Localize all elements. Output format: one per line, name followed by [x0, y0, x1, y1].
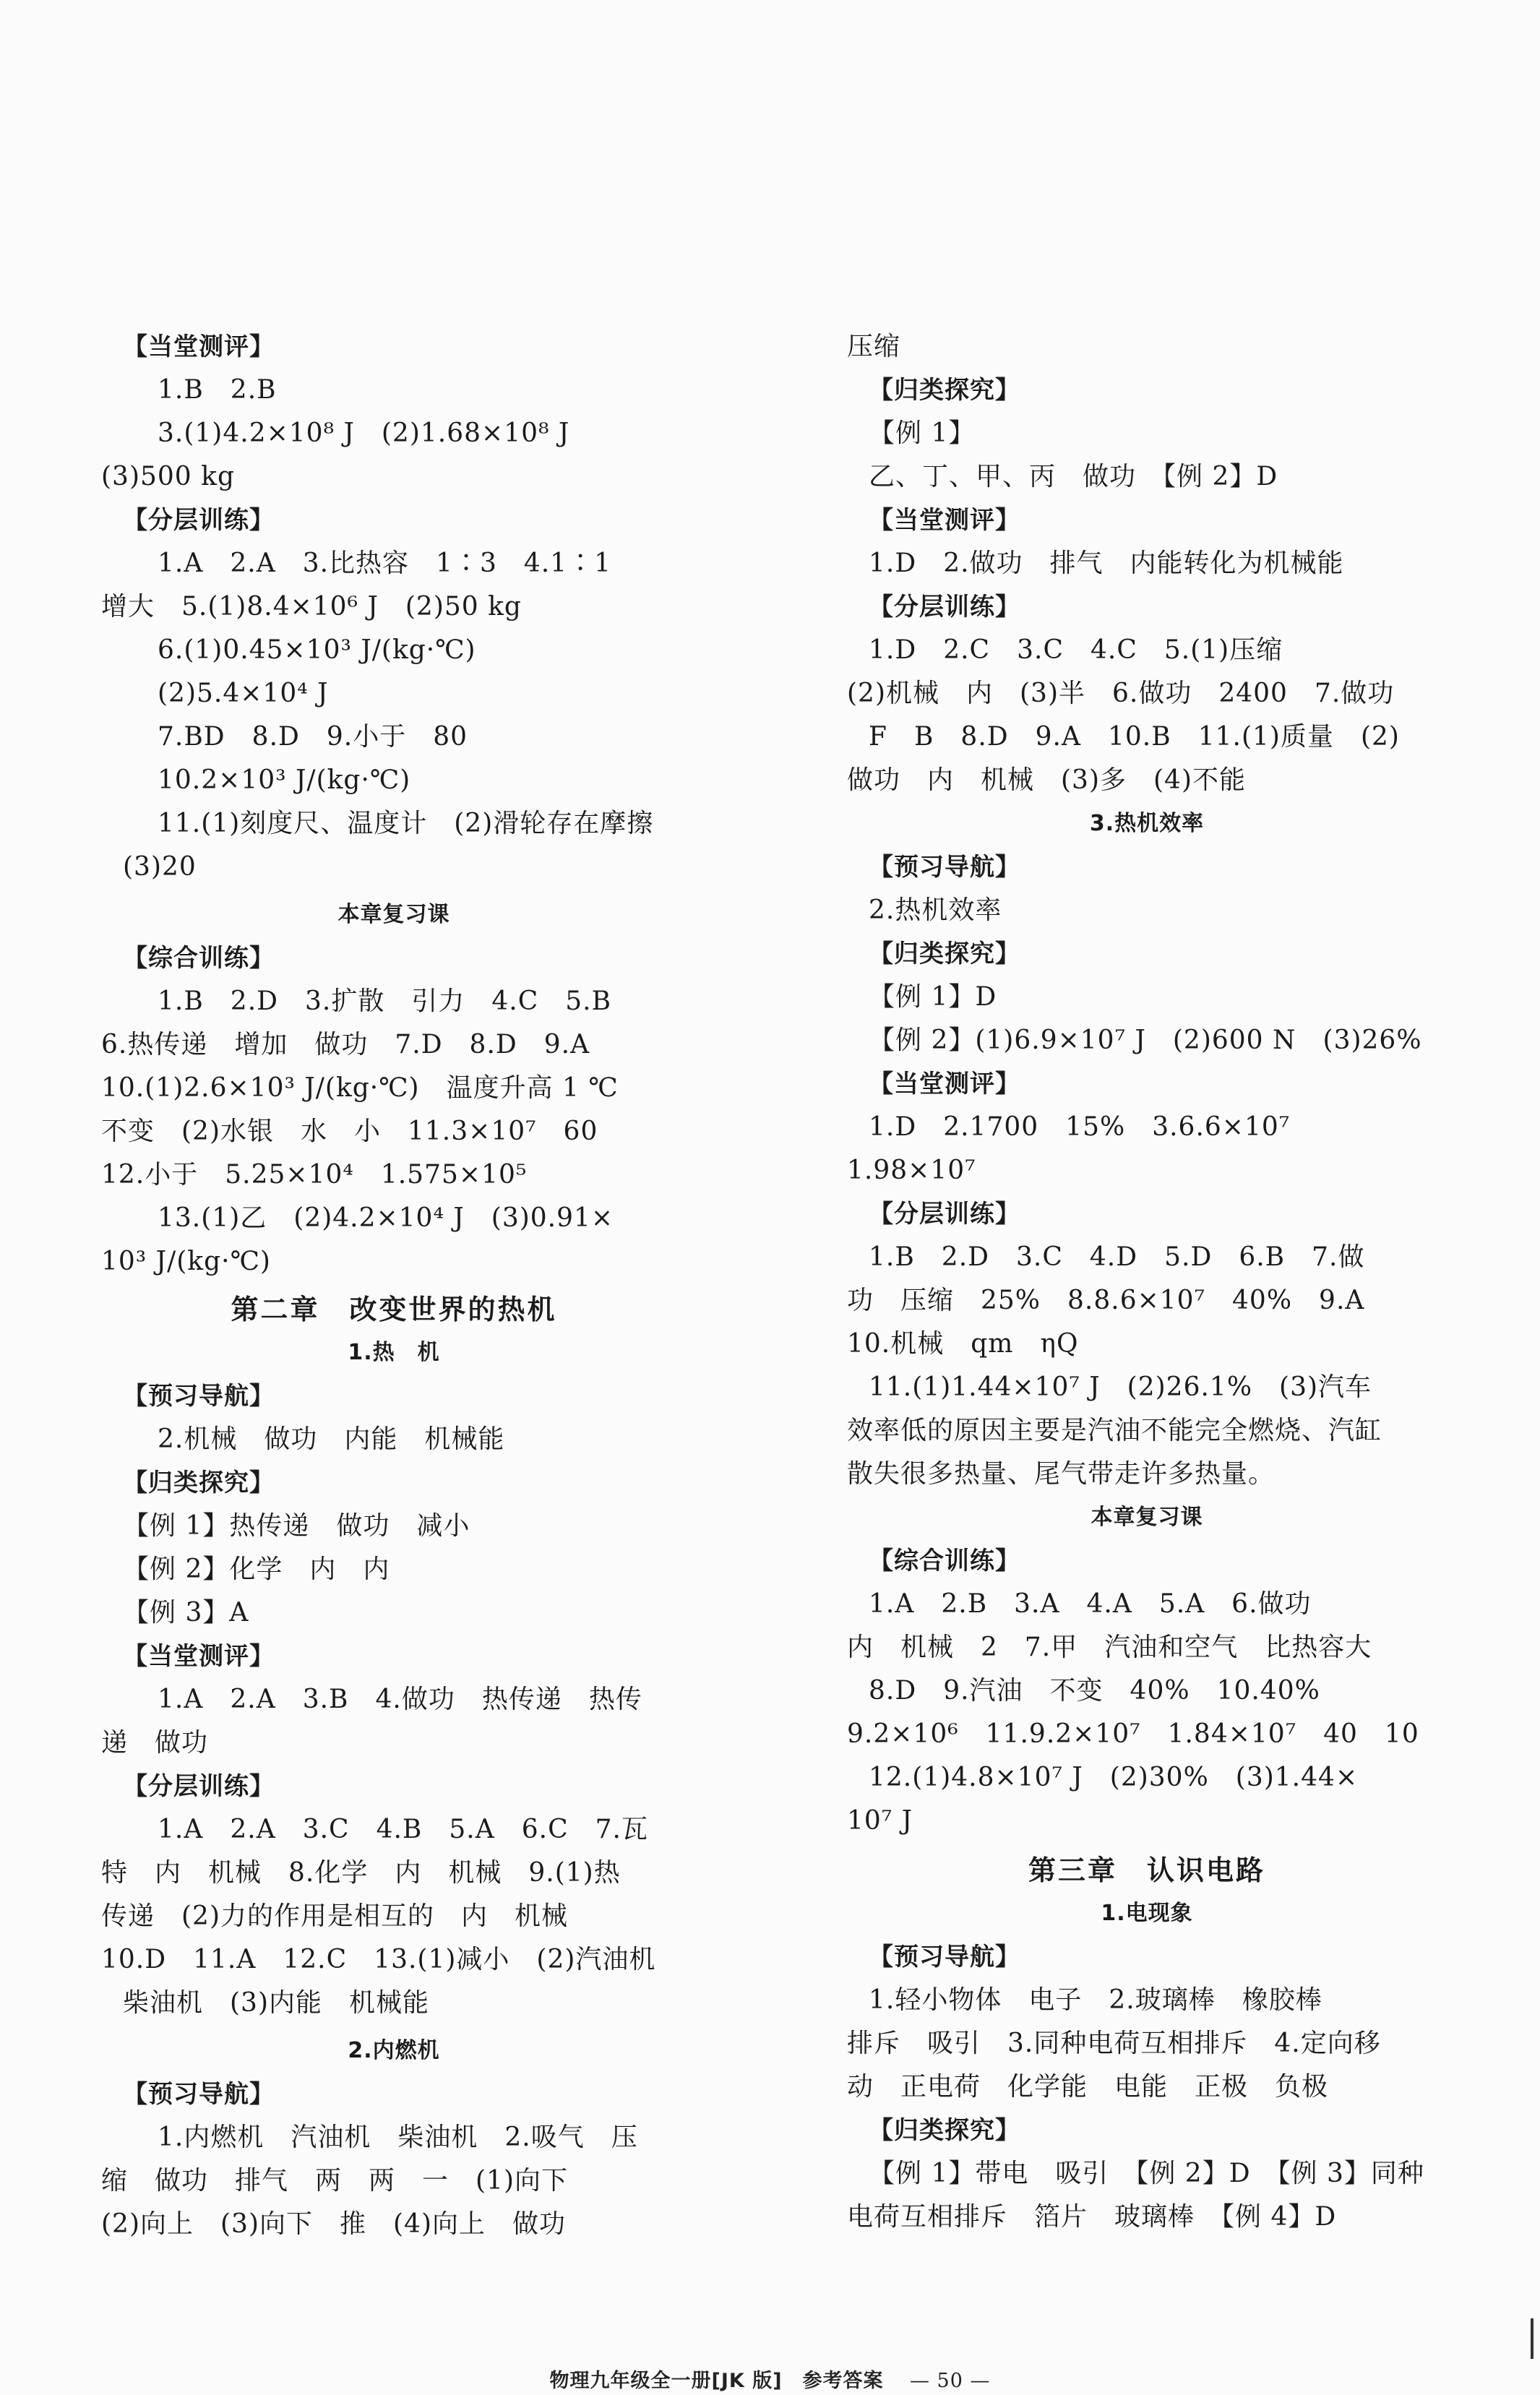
left-answer-line: 1.A 2.A 3.B 4.做功 热传递 热传 — [158, 1685, 642, 1714]
right-answer-line: 12.(1)4.8×10⁷ J (2)30% (3)1.44× — [869, 1763, 1359, 1792]
right-answer-line: 1.D 2.1700 15% 3.6.6×10⁷ — [869, 1112, 1291, 1142]
left-answer-line: 12.小于 5.25×10⁴ 1.575×10⁵ — [101, 1160, 528, 1190]
left-answer-line: 10³ J/(kg·℃) — [101, 1247, 271, 1276]
right-section-heading: 【归类探究】 — [869, 376, 1020, 405]
right-answer-line: 10⁷ J — [847, 1806, 913, 1836]
left-answer-line: 【例 3】A — [123, 1598, 249, 1628]
right-section-heading: 【当堂测评】 — [869, 506, 1020, 535]
right-answer-line: 11.(1)1.44×10⁷ J (2)26.1% (3)汽车 — [869, 1372, 1372, 1402]
left-answer-line: 增大 5.(1)8.4×10⁶ J (2)50 kg — [101, 592, 522, 622]
right-answer-line: 【例 1】带电 吸引 【例 2】D 【例 3】同种 — [869, 2159, 1424, 2188]
right-section-heading: 【归类探究】 — [869, 939, 1020, 968]
left-section-title: 本章复习课 — [337, 902, 450, 927]
right-answer-line: F B 8.D 9.A 10.B 11.(1)质量 (2) — [869, 722, 1400, 752]
right-section-title: 本章复习课 — [1091, 1505, 1203, 1530]
right-section-title: 3.热机效率 — [1089, 811, 1205, 836]
left-answer-line: 缩 做功 排气 两 两 一 (1)向下 — [101, 2166, 568, 2196]
right-answer-line: 1.D 2.做功 排气 内能转化为机械能 — [869, 549, 1344, 578]
left-section-heading: 【分层训练】 — [123, 506, 275, 535]
left-answer-line: (2)5.4×10⁴ J — [158, 679, 329, 708]
right-answer-line: 排斥 吸引 3.同种电荷互相排斥 4.定向移 — [847, 2029, 1381, 2058]
left-answer-line: 柴油机 (3)内能 机械能 — [123, 1988, 429, 2018]
right-answer-line: 1.98×10⁷ — [847, 1156, 976, 1185]
right-answer-line: 动 正电荷 化学能 电能 正极 负极 — [847, 2072, 1329, 2102]
left-answer-line: 6.(1)0.45×10³ J/(kg·℃) — [158, 635, 476, 665]
left-answer-line: 13.(1)乙 (2)4.2×10⁴ J (3)0.91× — [158, 1203, 614, 1233]
right-answer-line: 效率低的原因主要是汽油不能完全燃烧、汽缸 — [847, 1416, 1382, 1445]
page-edge-mark — [1531, 2318, 1533, 2359]
right-answer-line: 【例 2】(1)6.9×10⁷ J (2)600 N (3)26% — [869, 1025, 1422, 1055]
left-answer-line: 6.热传递 增加 做功 7.D 8.D 9.A — [101, 1030, 590, 1059]
right-answer-line: 压缩 — [847, 332, 901, 361]
right-answer-line: 【例 1】D — [869, 982, 997, 1012]
left-answer-line: 特 内 机械 8.化学 内 机械 9.(1)热 — [101, 1858, 621, 1888]
right-answer-line: 散失很多热量、尾气带走许多热量。 — [847, 1459, 1276, 1489]
right-answer-line: 8.D 9.汽油 不变 40% 10.40% — [869, 1676, 1320, 1706]
right-answer-line: 1.轻小物体 电子 2.玻璃棒 橡胶棒 — [869, 1985, 1322, 2015]
right-section-heading: 【预习导航】 — [869, 1943, 1020, 1972]
left-answer-line: 11.(1)刻度尺、温度计 (2)滑轮存在摩擦 — [158, 809, 654, 838]
right-section-heading: 【预习导航】 — [869, 853, 1020, 882]
right-answer-line: 【例 1】 — [869, 418, 976, 448]
left-section-heading: 【归类探究】 — [123, 1469, 275, 1497]
left-section-heading: 【当堂测评】 — [123, 1642, 275, 1671]
right-section-heading: 【分层训练】 — [869, 593, 1020, 622]
left-answer-line: 1.B 2.B — [158, 375, 277, 405]
left-answer-line: 【例 2】化学 内 内 — [123, 1555, 390, 1584]
right-answer-line: 电荷互相排斥 箔片 玻璃棒 【例 4】D — [847, 2202, 1337, 2232]
left-answer-line: 传递 (2)力的作用是相互的 内 机械 — [101, 1901, 568, 1931]
left-answer-line: (2)向上 (3)向下 推 (4)向上 做功 — [101, 2209, 566, 2239]
right-answer-line: 10.机械 qm ηQ — [847, 1329, 1079, 1359]
right-answer-line: (2)机械 内 (3)半 6.做功 2400 7.做功 — [847, 679, 1395, 708]
left-answer-line: 10.2×10³ J/(kg·℃) — [158, 765, 411, 795]
right-section-title: 1.电现象 — [1101, 1901, 1193, 1926]
left-answer-line: 1.A 2.A 3.比热容 1∶3 4.1∶1 — [158, 549, 612, 578]
left-answer-line: 7.BD 8.D 9.小于 80 — [158, 722, 468, 752]
left-answer-line: 10.D 11.A 12.C 13.(1)减小 (2)汽油机 — [101, 1945, 656, 1974]
left-answer-line: 1.A 2.A 3.C 4.B 5.A 6.C 7.瓦 — [158, 1815, 648, 1844]
left-answer-line: 2.机械 做功 内能 机械能 — [158, 1424, 505, 1454]
right-answer-line: 1.A 2.B 3.A 4.A 5.A 6.做功 — [869, 1589, 1312, 1619]
right-chapter-title: 第三章 认识电路 — [1028, 1854, 1265, 1886]
left-answer-line: 3.(1)4.2×10⁸ J (2)1.68×10⁸ J — [158, 418, 570, 448]
right-answer-line: 1.D 2.C 3.C 4.C 5.(1)压缩 — [869, 635, 1283, 665]
left-answer-line: 不变 (2)水银 水 小 11.3×10⁷ 60 — [101, 1117, 598, 1146]
left-section-title: 2.内燃机 — [348, 2038, 440, 2063]
left-answer-line: 【例 1】热传递 做功 减小 — [123, 1511, 470, 1541]
left-section-heading: 【当堂测评】 — [123, 332, 275, 361]
left-section-heading: 【预习导航】 — [123, 2080, 275, 2109]
left-answer-line: 1.内燃机 汽油机 柴油机 2.吸气 压 — [158, 2123, 638, 2152]
right-answer-line: 功 压缩 25% 8.8.6×10⁷ 40% 9.A — [847, 1286, 1365, 1315]
right-answer-line: 乙、丁、甲、丙 做功 【例 2】D — [869, 462, 1278, 491]
left-section-heading: 【综合训练】 — [123, 944, 275, 973]
left-section-title: 1.热 机 — [348, 1340, 440, 1365]
right-section-heading: 【归类探究】 — [869, 2116, 1020, 2145]
right-section-heading: 【当堂测评】 — [869, 1070, 1020, 1098]
left-chapter-title: 第二章 改变世界的热机 — [231, 1294, 557, 1325]
right-section-heading: 【综合训练】 — [869, 1547, 1020, 1575]
left-answer-line: 1.B 2.D 3.扩散 引力 4.C 5.B — [158, 986, 612, 1016]
right-answer-line: 1.B 2.D 3.C 4.D 5.D 6.B 7.做 — [869, 1242, 1365, 1272]
footer-title: 物理九年级全一册[JK 版] 参考答案 — [549, 2370, 884, 2392]
right-answer-line: 9.2×10⁶ 11.9.2×10⁷ 1.84×10⁷ 40 10 — [847, 1719, 1419, 1749]
right-section-heading: 【分层训练】 — [869, 1200, 1020, 1229]
left-answer-line: 递 做功 — [101, 1728, 209, 1758]
right-answer-line: 做功 内 机械 (3)多 (4)不能 — [847, 765, 1246, 795]
left-answer-line: (3)20 — [123, 852, 197, 882]
left-answer-line: 10.(1)2.6×10³ J/(kg·℃) 温度升高 1 ℃ — [101, 1073, 619, 1103]
right-answer-line: 2.热机效率 — [869, 895, 1002, 925]
right-answer-line: 内 机械 2 7.甲 汽油和空气 比热容大 — [847, 1633, 1372, 1662]
page-number: — 50 — — [909, 2370, 991, 2392]
left-answer-line: (3)500 kg — [101, 462, 236, 491]
left-section-heading: 【分层训练】 — [123, 1772, 275, 1801]
page-footer — [0, 2365, 1540, 2393]
left-section-heading: 【预习导航】 — [123, 1382, 275, 1411]
